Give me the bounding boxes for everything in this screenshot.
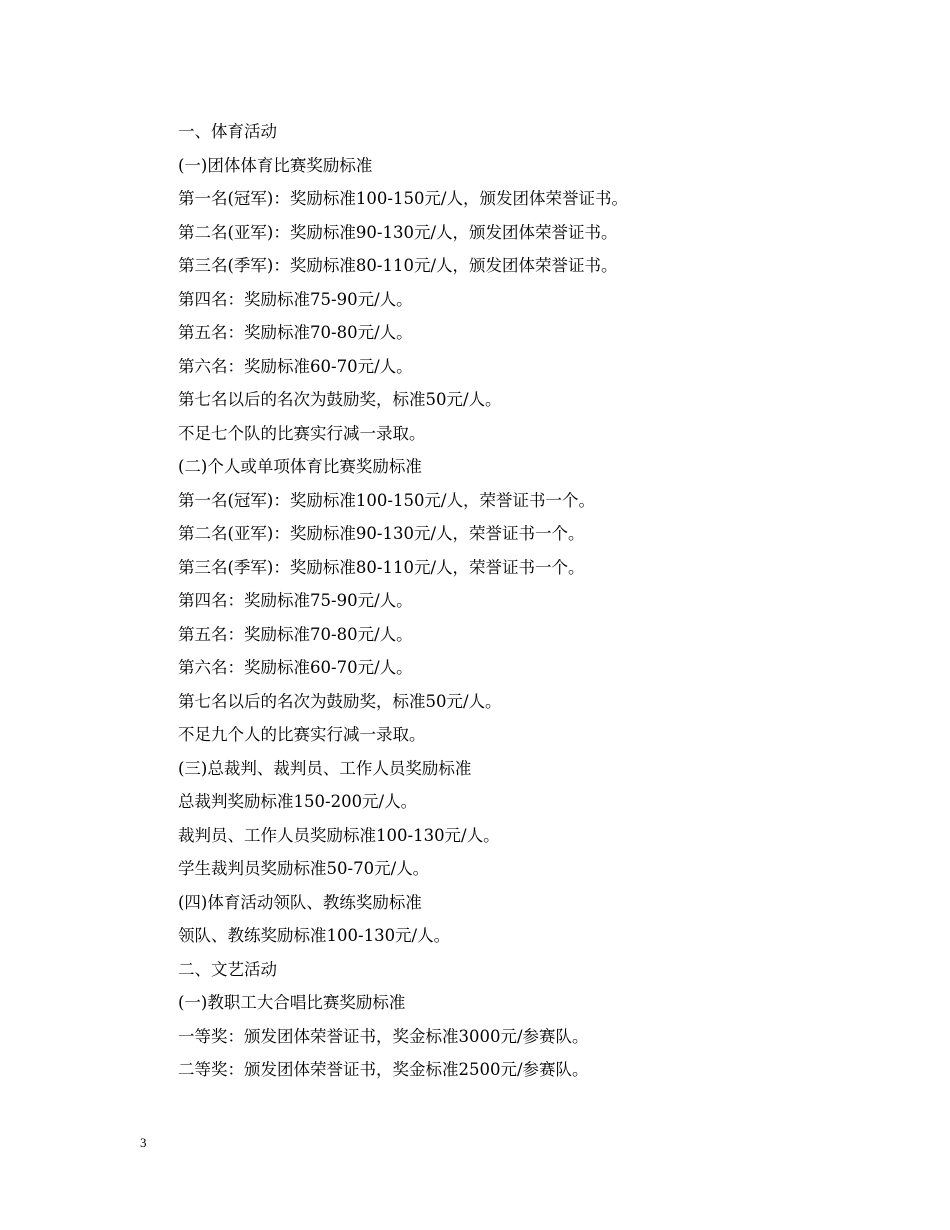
- text-line: 第六名：奖励标准60-70元/人。: [178, 658, 413, 677]
- subsection-heading: (二)个人或单项体育比赛奖励标准: [178, 457, 422, 476]
- subsection-heading: (四)体育活动领队、教练奖励标准: [178, 892, 422, 912]
- text-line: 不足七个队的比赛实行减一录取。: [178, 423, 426, 443]
- section-heading: 一、体育活动: [178, 122, 277, 141]
- text-line: 第三名(季军)：奖励标准80-110元/人，颁发团体荣誉证书。: [178, 256, 618, 275]
- text-line: 一等奖：颁发团体荣誉证书，奖金标准3000元/参赛队。: [178, 1026, 589, 1046]
- text-line: 第四名：奖励标准75-90元/人。: [178, 289, 413, 309]
- text-line: 第六名：奖励标准60-70元/人。: [178, 356, 413, 376]
- text-line: 裁判员、工作人员奖励标准100-130元/人。: [178, 825, 500, 845]
- text-line: 第二名(亚军)：奖励标准90-130元/人，颁发团体荣誉证书。: [178, 222, 618, 242]
- text-line: 第四名：奖励标准75-90元/人。: [178, 591, 413, 610]
- text-line: 第三名(季军)：奖励标准80-110元/人，荣誉证书一个。: [178, 557, 585, 577]
- page-number: 3: [140, 1135, 147, 1150]
- document-body: [178, 115, 798, 1087]
- text-line: 第一名(冠军)：奖励标准100-150元/人，颁发团体荣誉证书。: [178, 189, 628, 208]
- text-line: 总裁判奖励标准150-200元/人。: [178, 792, 418, 811]
- subsection-heading: (一)教职工大合唱比赛奖励标准: [178, 993, 406, 1012]
- text-line: 第五名：奖励标准70-80元/人。: [178, 323, 413, 342]
- text-line: 领队、教练奖励标准100-130元/人。: [178, 926, 451, 945]
- text-line: 第五名：奖励标准70-80元/人。: [178, 624, 413, 644]
- section-heading: 二、文艺活动: [178, 959, 277, 979]
- text-line: 学生裁判员奖励标准50-70元/人。: [178, 859, 430, 878]
- text-line: 第一名(冠军)：奖励标准100-150元/人，荣誉证书一个。: [178, 490, 595, 510]
- subsection-heading: (一)团体体育比赛奖励标准: [178, 155, 373, 175]
- subsection-heading: (三)总裁判、裁判员、工作人员奖励标准: [178, 758, 472, 778]
- text-line: 第二名(亚军)：奖励标准90-130元/人，荣誉证书一个。: [178, 524, 585, 543]
- text-line: 第七名以后的名次为鼓励奖，标准50元/人。: [178, 390, 502, 409]
- text-line: 二等奖：颁发团体荣誉证书，奖金标准2500元/参赛队。: [178, 1060, 589, 1079]
- text-line: 第七名以后的名次为鼓励奖，标准50元/人。: [178, 691, 502, 711]
- text-line: 不足九个人的比赛实行减一录取。: [178, 725, 426, 744]
